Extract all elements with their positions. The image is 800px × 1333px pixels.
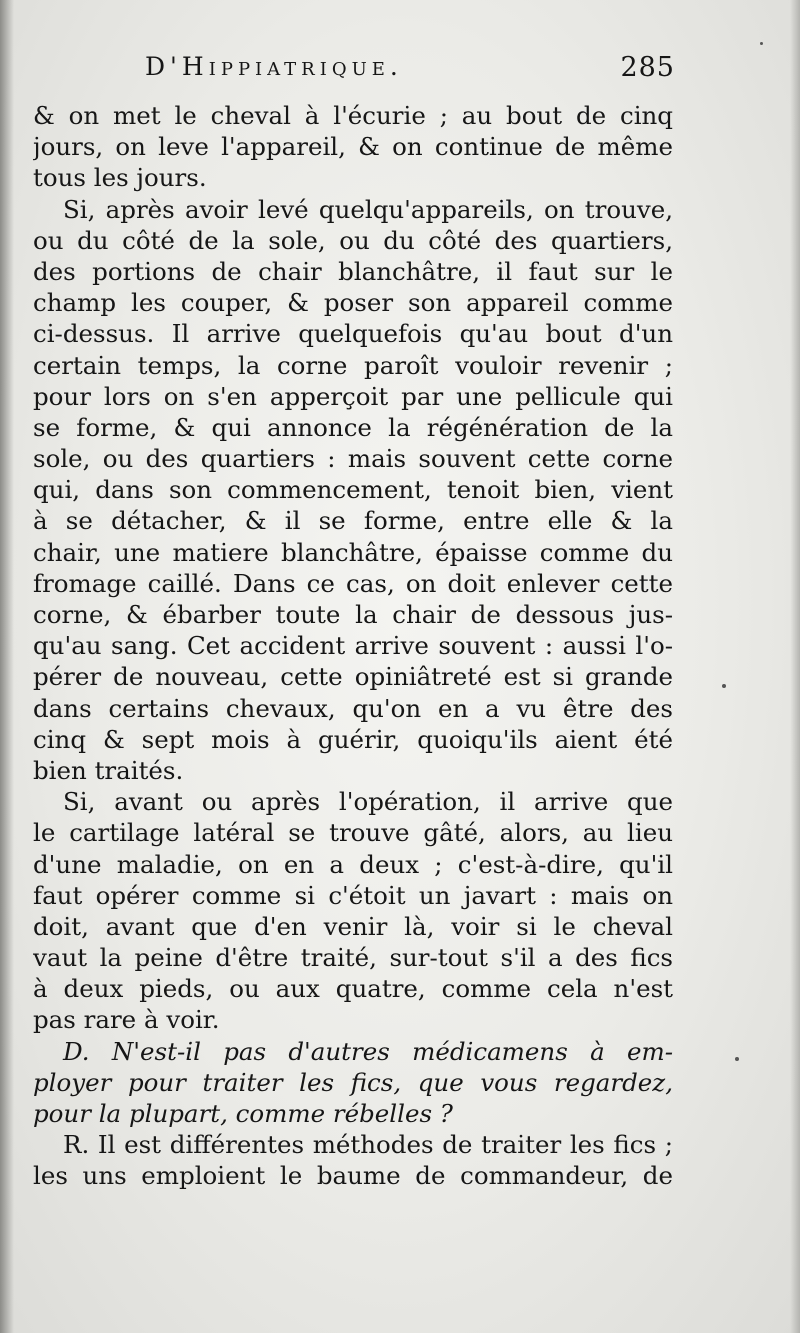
text-line: sole, ou des quartiers : mais souvent cette corne: [33, 444, 673, 474]
text-line: vaut la peine d'être traité, sur-tout s'il a des fics: [33, 943, 673, 973]
text-line: corne, & ébarber toute la chair de dessous jus-: [33, 600, 673, 629]
paragraph-start-line: Si, avant ou après l'opération, il arrive que: [63, 787, 673, 817]
text-line: des portions de chair blanchâtre, il faut sur le: [33, 256, 673, 286]
answer-line: R. Il est différentes méthodes de traiter les fics ;: [63, 1130, 673, 1160]
text-line: à se détacher, & il se forme, entre elle & la: [33, 506, 673, 536]
text-line: se forme, & qui annonce la régénération de la: [33, 412, 673, 442]
text-line: doit, avant que d'en venir là, voir si le cheval: [33, 911, 673, 941]
text-line: jours, on leve l'appareil, & on continue de même: [33, 132, 673, 162]
text-line: pour lors on s'en apperçoit par une pellicule qui: [33, 381, 673, 411]
text-line: chair, une matiere blanchâtre, épaisse comme du: [33, 537, 673, 567]
body-text: [33, 100, 673, 1192]
text-line: certain temps, la corne paroît vouloir revenir ;: [33, 350, 673, 380]
text-line: fromage caillé. Dans ce cas, on doit enlever cette: [33, 568, 673, 598]
text-line: dans certains chevaux, qu'on en a vu être des: [33, 693, 673, 723]
ink-speck: [722, 684, 726, 688]
text-line: les uns emploient le baume de commandeur, de: [33, 1161, 673, 1191]
text-line: d'une maladie, on en a deux ; c'est-à-dire, qu'il: [33, 849, 673, 879]
text-line: le cartilage latéral se trouve gâté, alors, au lieu: [33, 818, 673, 848]
page-number: 285: [620, 52, 675, 83]
running-title: D'Hippiatrique.: [145, 52, 403, 81]
text-line: faut opérer comme si c'étoit un javart : mais on: [33, 880, 673, 910]
text-line: & on met le cheval à l'écurie ; au bout de cinq: [33, 101, 673, 130]
question-line: pour la plupart, comme rébelles ?: [33, 1099, 453, 1128]
text-line: ci-dessus. Il arrive quelquefois qu'au bout d'un: [33, 319, 673, 349]
page-shadow-left: [0, 0, 14, 1333]
text-line: bien traités.: [33, 755, 184, 785]
text-line: pérer de nouveau, cette opiniâtreté est si grande: [33, 662, 673, 692]
question-line: ployer pour traiter les fics, que vous regardez,: [33, 1067, 673, 1097]
text-line: champ les couper, & poser son appareil comme: [33, 288, 673, 318]
text-line: tous les jours.: [33, 163, 207, 193]
text-line: cinq & sept mois à guérir, quoiqu'ils aient été: [33, 724, 673, 754]
running-head: [145, 52, 675, 96]
text-line: à deux pieds, ou aux quatre, comme cela n'est: [33, 974, 673, 1004]
text-line: pas rare à voir.: [33, 1005, 220, 1035]
ink-speck: [735, 1057, 739, 1061]
paragraph-start-line: Si, après avoir levé quelqu'appareils, on trouve,: [63, 194, 673, 224]
ink-speck: [760, 42, 763, 45]
text-line: qui, dans son commencement, tenoit bien, vient: [33, 475, 673, 505]
text-line: ou du côté de la sole, ou du côté des quartiers,: [33, 225, 673, 255]
page-shadow-right: [790, 0, 800, 1333]
question-line: D. N'est-il pas d'autres médicamens à em-: [63, 1036, 673, 1066]
text-line: qu'au sang. Cet accident arrive souvent : aussi l'o-: [33, 631, 673, 661]
